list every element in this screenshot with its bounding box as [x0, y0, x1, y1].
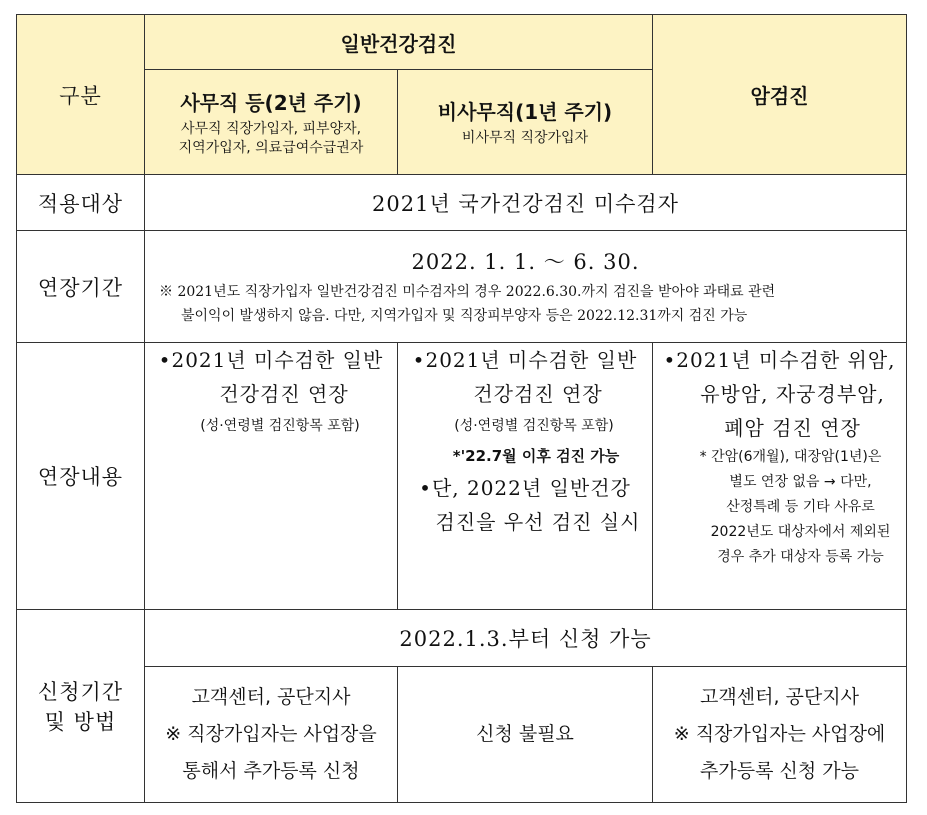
content-nonoffice-line-1: •2021년 미수검한 일반	[412, 348, 638, 372]
apply-period: 2022.1.3.부터 신청 가능	[145, 610, 907, 667]
nonoffice-title: 비사무직(1년 주기)	[437, 100, 613, 124]
office-title: 사무직 등(2년 주기)	[180, 90, 362, 115]
content-office-line-1: •2021년 미수검한 일반	[158, 348, 384, 372]
apply-cancer-1: 고객센터, 공단지사	[700, 686, 859, 708]
content-cancer-fn-4: 2022년도 대상자에서 제외된	[710, 524, 891, 540]
target-value: 2021년 국가건강검진 미수검자	[145, 175, 907, 231]
content-cancer-line-1: •2021년 미수검한 위암,	[663, 348, 896, 372]
header-nonoffice	[398, 70, 653, 175]
content-cancer	[653, 343, 907, 610]
period-note-1: ※ 2021년도 직장가입자 일반건강검진 미수검자의 경우 2022.6.30.까지 검진을 받아야 과태료 관련	[159, 283, 776, 300]
content-nonoffice-star: *'22.7월 이후 검진 가능	[452, 447, 620, 465]
apply-label-1: 신청기간	[37, 680, 124, 704]
content-cancer-fn-2: 별도 연장 없음 → 다만,	[729, 474, 872, 490]
content-nonoffice-line-2: 건강검진 연장	[473, 382, 603, 406]
content-nonoffice	[398, 343, 653, 610]
checkup-extension-table	[16, 14, 907, 803]
office-sub-2: 지역가입자, 의료급여수급권자	[178, 139, 364, 156]
content-cancer-line-3: 폐암 검진 연장	[724, 416, 861, 440]
office-sub-1: 사무직 직장가입자, 피부양자,	[180, 120, 362, 137]
content-cancer-fn-5: 경우 추가 대상자 등록 가능	[717, 549, 884, 565]
apply-cancer	[653, 667, 907, 803]
content-office-line-2: 건강검진 연장	[219, 382, 349, 406]
apply-office-3: 통해서 추가등록 신청	[182, 760, 360, 782]
header-category: 구분	[17, 15, 145, 175]
content-cancer-fn-1: * 간암(6개월), 대장암(1년)은	[699, 449, 882, 465]
content-nonoffice-b2-line-1: •단, 2022년 일반건강	[419, 476, 631, 500]
period-cell	[145, 231, 907, 343]
apply-cancer-2: ※ 직장가입자는 사업장에	[673, 723, 886, 745]
apply-label	[17, 610, 145, 803]
header-office	[145, 70, 398, 175]
period-label: 연장기간	[17, 231, 145, 343]
apply-office-1: 고객센터, 공단지사	[191, 686, 351, 708]
content-nonoffice-b2-line-2: 검진을 우선 검진 실시	[435, 510, 641, 534]
content-nonoffice-small: (성·연령별 검진항목 포함)	[454, 418, 614, 434]
apply-nonoffice: 신청 불필요	[398, 667, 653, 803]
content-office-small: (성·연령별 검진항목 포함)	[200, 418, 360, 434]
header-cancer: 암검진	[653, 15, 907, 175]
content-cancer-line-2: 유방암, 자궁경부암,	[700, 382, 885, 406]
period-note-2: 불이익이 발생하지 않음. 다만, 지역가입자 및 직장피부양자 등은 2022.12.31까지 검진 가능	[181, 307, 748, 324]
header-general-checkup: 일반건강검진	[145, 15, 653, 70]
nonoffice-sub: 비사무직 직장가입자	[461, 130, 589, 146]
apply-office	[145, 667, 398, 803]
apply-label-2: 및 방법	[44, 710, 117, 734]
target-label: 적용대상	[17, 175, 145, 231]
content-office	[145, 343, 398, 610]
apply-cancer-3: 추가등록 신청 가능	[700, 760, 859, 782]
period-value: 2022. 1. 1. ～ 6. 30.	[411, 249, 640, 274]
content-label: 연장내용	[17, 343, 145, 610]
apply-office-2: ※ 직장가입자는 사업장을	[165, 723, 377, 745]
content-cancer-fn-3: 산정특례 등 기타 사유로	[726, 499, 875, 515]
